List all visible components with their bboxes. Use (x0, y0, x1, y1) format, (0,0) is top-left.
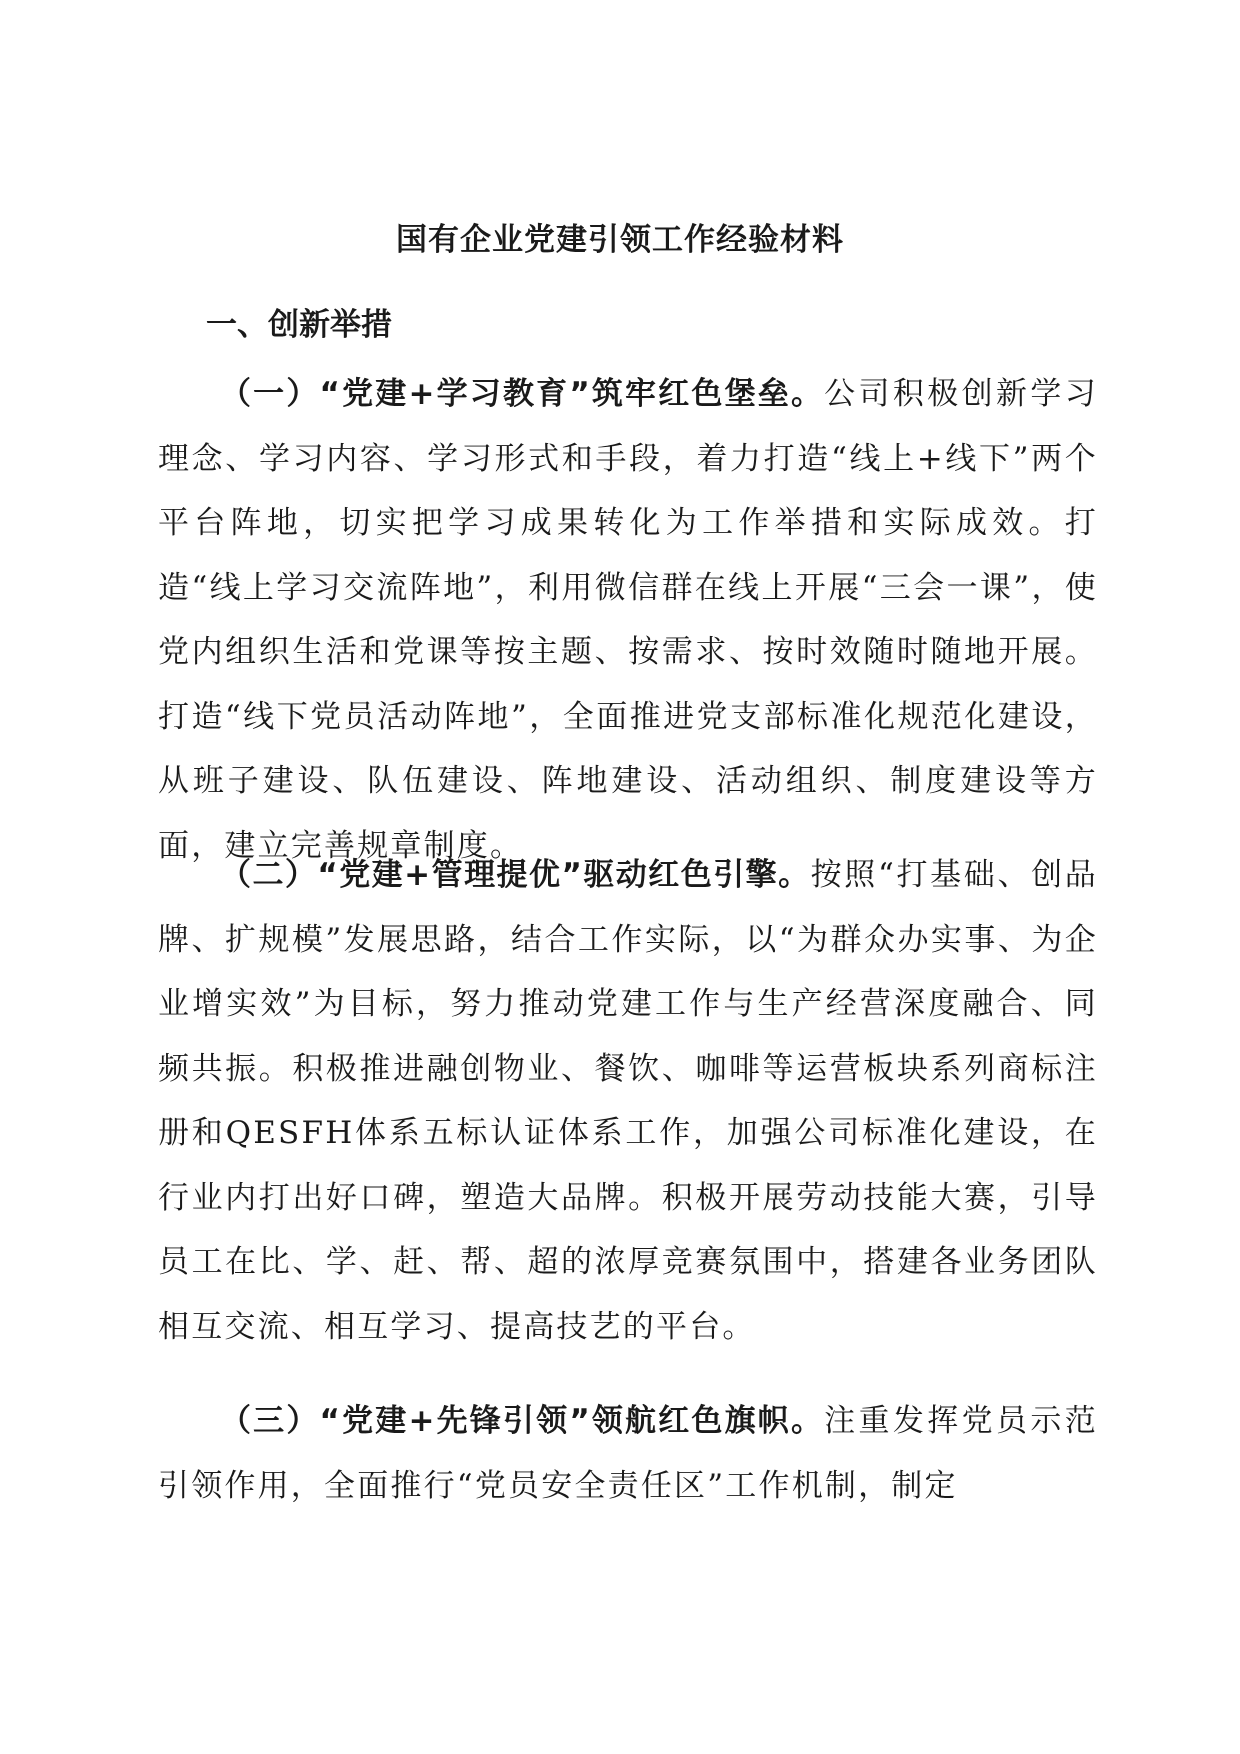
paragraph-2 (158, 843, 1098, 1359)
paragraph-1 (158, 362, 1098, 878)
document-title: 国有企业党建引领工作经验材料 (396, 222, 844, 258)
section-heading: 一、创新举措 (206, 307, 392, 343)
paragraph-1-body: 公司积极创新学习理念、学习内容、学习形式和手段，着力打造“线上+线下”两个平台阵地，切实把学习成果转化为工作举措和实际成效。打造“线上学习交流阵地”，利用微信群在线上开展“三会一课”，使党内组织生活和党课等按主题、按需求、按时效随时随地开展。打造“线下党员活动阵地”，全面推进党支部标准化规范化建设，从班子建设、队伍建设、阵地建设、活动组织、制度建设等方面，建立完善规章制度。 (158, 376, 1098, 864)
paragraph-3-lead: （三）“党建+先锋引领”领航红色旗帜。 (220, 1403, 825, 1439)
paragraph-2-body: 按照“打基础、创品牌、扩规模”发展思路，结合工作实际，以“为群众办实事、为企业增实效”为目标，努力推动党建工作与生产经营深度融合、同频共振。积极推进融创物业、餐饮、咖啡等运营板块系列商标注册和QESFH体系五标认证体系工作，加强公司标准化建设，在行业内打出好口碑，塑造大品牌。积极开展劳动技能大赛，引导员工在比、学、赶、帮、超的浓厚竞赛氛围中，搭建各业务团队相互交流、相互学习、提高技艺的平台。 (158, 857, 1098, 1345)
paragraph-1-lead: （一）“党建+学习教育”筑牢红色堡垒。 (220, 376, 825, 412)
paragraph-3 (158, 1389, 1098, 1518)
paragraph-3-body: 注重发挥党员示范引领作用，全面推行“党员安全责任区”工作机制，制定 (158, 1403, 1098, 1504)
paragraph-2-lead: （二）“党建+管理提优”驱动红色引擎。 (220, 857, 811, 893)
